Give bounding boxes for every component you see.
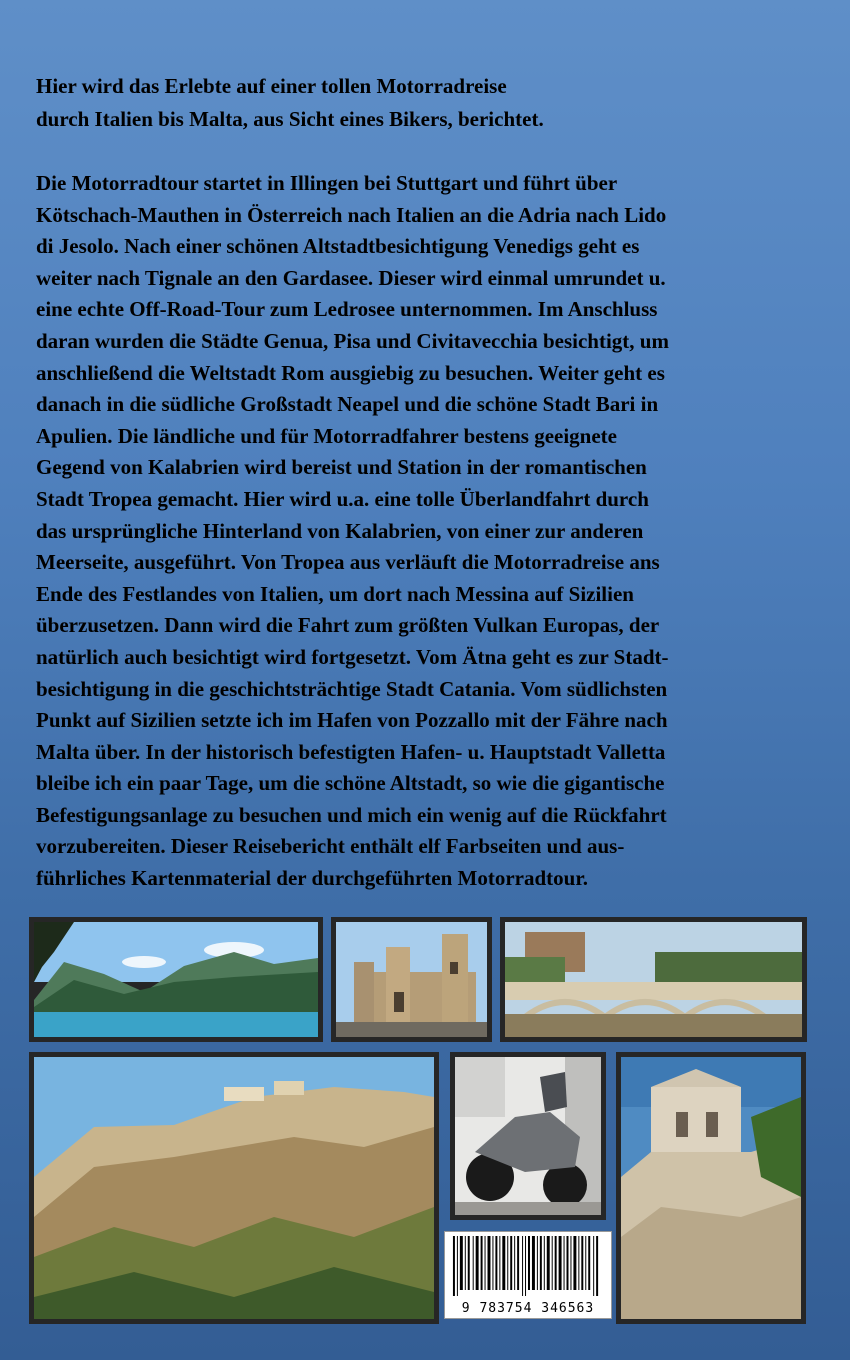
description-text <box>36 168 826 895</box>
description-line: Befestigungsanlage zu besuchen und mich ein wenig auf die Rückfahrt <box>36 802 667 827</box>
description-line: Malta über. In der historisch befestigten Hafen- u. Hauptstadt Valletta <box>36 739 666 764</box>
description-line: Apulien. Die ländliche und für Motorradfahrer bestens geeignete <box>36 423 617 448</box>
church-rock-photo <box>616 1052 806 1324</box>
description-line: überzusetzen. Dann wird die Fahrt zum größten Vulkan Europas, der <box>36 613 660 638</box>
description-line: Punkt auf Sizilien setzte ich im Hafen von Pozzallo mit der Fähre nach <box>36 708 668 733</box>
description-line: Kötschach-Mauthen in Österreich nach Italien an die Adria nach Lido <box>36 202 667 227</box>
description-line: das ursprüngliche Hinterland von Kalabrien, von einer zur anderen <box>36 518 644 543</box>
description-line: anschließend die Weltstadt Rom ausgiebig zu besuchen. Weiter geht es <box>36 360 665 385</box>
barcode <box>444 1231 612 1319</box>
intro-line-1: Hier wird das Erlebte auf einer tollen Motorradreise <box>36 74 507 98</box>
description-line: Ende des Festlandes von Italien, um dort nach Messina auf Sizilien <box>36 581 634 606</box>
motorcycle-photo <box>450 1052 606 1220</box>
description-line: vorzubereiten. Dieser Reisebericht enthält elf Farbseiten und aus- <box>36 834 625 859</box>
castle-photo <box>331 917 492 1042</box>
description-line: eine echte Off-Road-Tour zum Ledrosee unternommen. Im Anschluss <box>36 297 658 322</box>
description-line: Stadt Tropea gemacht. Hier wird u.a. eine tolle Überlandfahrt durch <box>36 486 649 511</box>
description-line: di Jesolo. Nach einer schönen Altstadtbesichtigung Venedigs geht es <box>36 234 640 259</box>
description-line: Meerseite, ausgeführt. Von Tropea aus verläuft die Motorradreise ans <box>36 550 660 575</box>
barcode-bars <box>449 1236 607 1296</box>
description-line: Gegend von Kalabrien wird bereist und Station in der romantischen <box>36 455 647 480</box>
description-line: besichtigung in die geschichtsträchtige Stadt Catania. Vom südlichsten <box>36 676 668 701</box>
rome-bridge-photo <box>500 917 807 1042</box>
cliff-town-photo <box>29 1052 439 1324</box>
description-line: daran wurden die Städte Genua, Pisa und Civitavecchia besichtigt, um <box>36 328 669 353</box>
description-line: natürlich auch besichtigt wird fortgesetzt. Vom Ätna geht es zur Stadt- <box>36 644 669 669</box>
lake-mountains-photo <box>29 917 323 1042</box>
description-line: Die Motorradtour startet in Illingen bei Stuttgart und führt über <box>36 171 618 195</box>
isbn-number: 9 783754 346563 <box>461 1301 595 1316</box>
description-line: danach in die südliche Großstadt Neapel und die schöne Stadt Bari in <box>36 392 659 417</box>
description-line: bleibe ich ein paar Tage, um die schöne Altstadt, so wie die gigantische <box>36 771 665 796</box>
intro-text <box>36 70 816 136</box>
intro-line-2: durch Italien bis Malta, aus Sicht eines Bikers, berichtet. <box>36 107 544 131</box>
description-line: weiter nach Tignale an den Gardasee. Dieser wird einmal umrundet u. <box>36 265 666 290</box>
description-line: führliches Kartenmaterial der durchgeführten Motorradtour. <box>36 866 588 891</box>
